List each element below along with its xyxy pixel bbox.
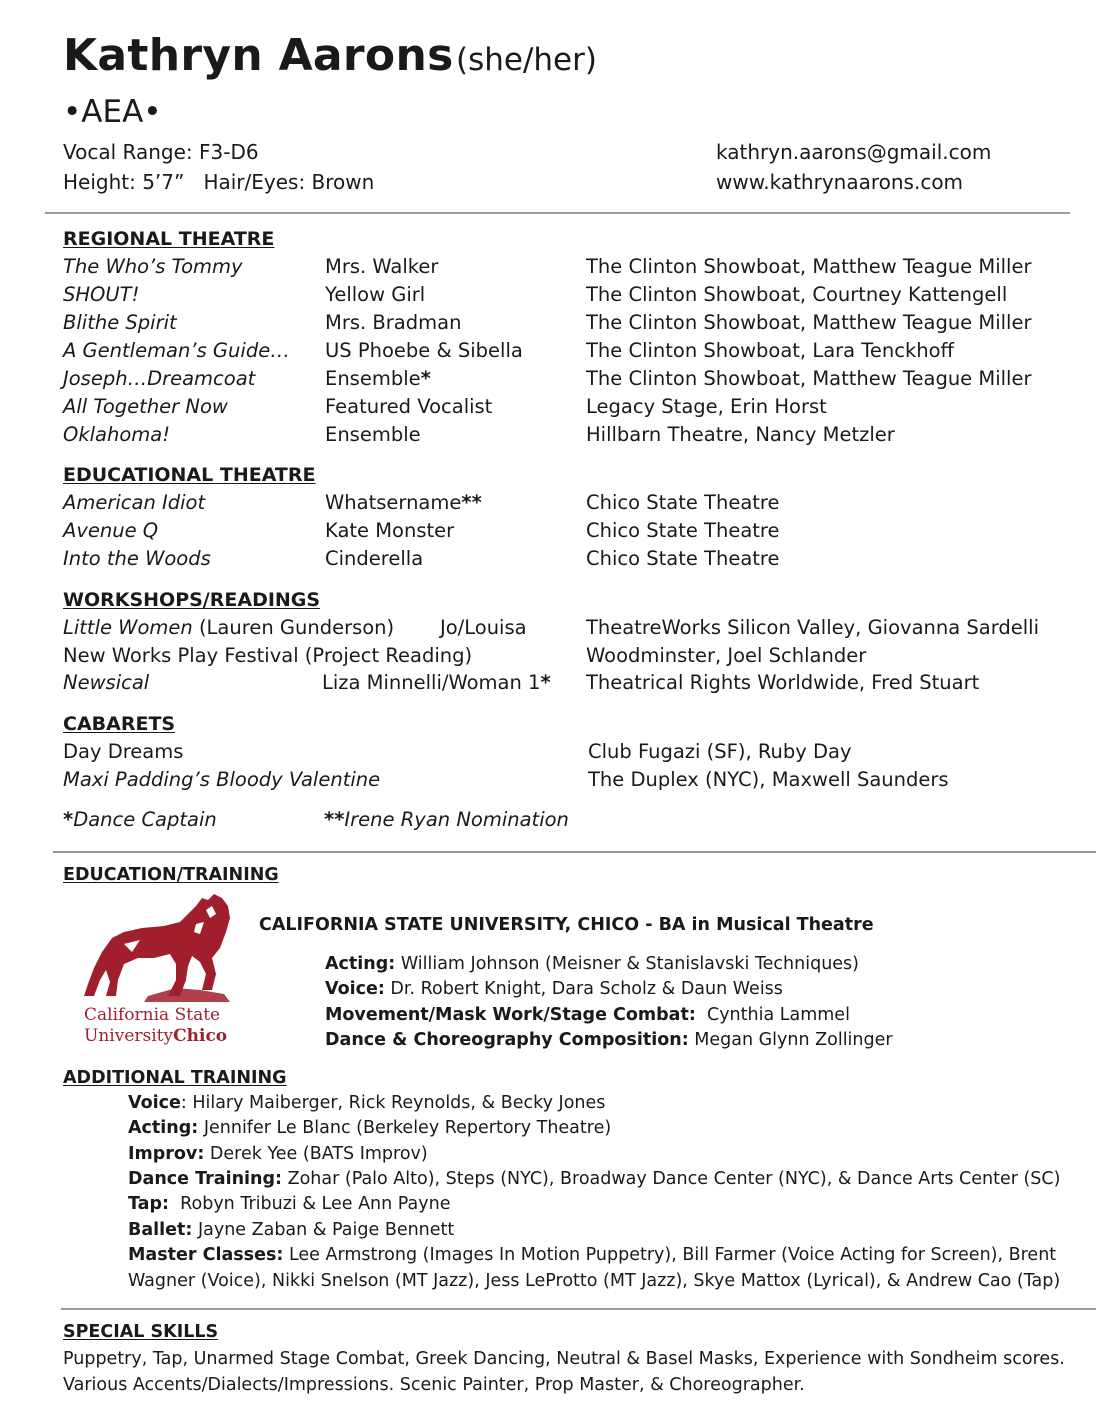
training-item: Master Classes: Lee Armstrong (Images In Motion Puppetry), Bill Farmer (Voice Acting for Screen), Brent <box>128 1244 1057 1265</box>
wildcat-logo-icon <box>84 892 232 1004</box>
regional-theatre-heading: REGIONAL THEATRE <box>63 228 275 250</box>
training-item: Acting: William Johnson (Meisner & Stanislavski Techniques) <box>325 954 859 974</box>
pronouns: (she/her) <box>456 42 597 78</box>
credit-row <box>0 337 1102 365</box>
vocal-range: Vocal Range: F3-D6 <box>63 140 259 164</box>
cabaret-show: Day Dreams <box>63 740 184 763</box>
workshop-venue: Theatrical Rights Worldwide, Fred Stuart <box>586 671 980 694</box>
credit-role: Featured Vocalist <box>325 395 493 418</box>
footnote-irene-ryan: **Irene Ryan Nomination <box>324 808 569 831</box>
email-link[interactable]: kathryn.aarons@gmail.com <box>716 140 992 164</box>
workshop-role: Jo/Louisa <box>440 616 527 639</box>
additional-training-heading: ADDITIONAL TRAINING <box>63 1068 287 1088</box>
credit-row <box>0 421 1102 449</box>
educational-theatre-heading: EDUCATIONAL THEATRE <box>63 464 316 486</box>
workshop-row <box>0 642 1102 670</box>
credit-show: Avenue Q <box>63 519 159 542</box>
height-hair-eyes: Height: 5’7” Hair/Eyes: Brown <box>63 170 375 194</box>
footnote-dance-captain: *Dance Captain <box>63 808 217 831</box>
credit-row <box>0 253 1102 281</box>
credit-role: Cinderella <box>325 547 424 570</box>
credit-show: Joseph…Dreamcoat <box>63 367 256 390</box>
header-divider <box>45 212 1070 214</box>
training-item: Dance & Choreography Composition: Megan Glynn Zollinger <box>325 1029 893 1050</box>
credit-show: Blithe Spirit <box>63 311 177 334</box>
school-degree: CALIFORNIA STATE UNIVERSITY, CHICO - BA in Musical Theatre <box>259 915 874 935</box>
credit-row <box>0 517 1102 545</box>
section-divider <box>53 851 1096 853</box>
credit-venue: Hillbarn Theatre, Nancy Metzler <box>586 423 895 446</box>
training-item: Movement/Mask Work/Stage Combat: Cynthia Lammel <box>325 1004 850 1025</box>
logo-wordmark-line1: California State <box>84 1005 221 1025</box>
training-item: Tap: Robyn Tribuzi & Lee Ann Payne <box>128 1194 451 1215</box>
credit-venue: Chico State Theatre <box>586 519 780 542</box>
workshop-row <box>0 614 1102 642</box>
credit-row <box>0 281 1102 309</box>
credit-show: All Together Now <box>63 395 228 418</box>
cabaret-venue: Club Fugazi (SF), Ruby Day <box>588 740 852 763</box>
credit-show: Into the Woods <box>63 547 211 570</box>
cabaret-show: Maxi Padding’s Bloody Valentine <box>63 768 381 791</box>
skills-line: Puppetry, Tap, Unarmed Stage Combat, Greek Dancing, Neutral & Basel Masks, Experience with Sondheim scores. <box>63 1349 1065 1369</box>
credit-show: The Who’s Tommy <box>63 255 243 278</box>
workshop-show: Little Women (Lauren Gunderson) <box>63 616 395 639</box>
credit-show: A Gentleman’s Guide… <box>63 339 290 362</box>
training-item: Acting: Jennifer Le Blanc (Berkeley Repertory Theatre) <box>128 1118 612 1139</box>
credit-venue: Chico State Theatre <box>586 491 780 514</box>
cabaret-row <box>0 766 1102 794</box>
credit-venue: The Clinton Showboat, Lara Tenckhoff <box>586 339 954 362</box>
credit-show: SHOUT! <box>63 283 140 306</box>
workshop-show: Newsical <box>63 671 150 694</box>
credit-role: Mrs. Walker <box>325 255 439 278</box>
credit-venue: The Clinton Showboat, Courtney Kattengell <box>586 283 1008 306</box>
website-link[interactable]: www.kathrynaarons.com <box>716 170 964 194</box>
credit-role: Ensemble <box>325 423 421 446</box>
union-affiliation: •AEA• <box>63 94 162 130</box>
credit-venue: The Clinton Showboat, Matthew Teague Miller <box>586 367 1032 390</box>
training-item: Dance Training: Zohar (Palo Alto), Steps (NYC), Broadway Dance Center (NYC), & Dance Arts Center (SC) <box>128 1168 1061 1189</box>
credit-role: Yellow Girl <box>325 283 426 306</box>
workshop-row <box>0 669 1102 697</box>
workshop-role: Liza Minnelli/Woman 1* <box>322 671 551 694</box>
special-skills-heading: SPECIAL SKILLS <box>63 1322 219 1342</box>
skills-line: Various Accents/Dialects/Impressions. Scenic Painter, Prop Master, & Choreographer. <box>63 1375 805 1395</box>
credit-venue: Legacy Stage, Erin Horst <box>586 395 827 418</box>
workshop-venue: Woodminster, Joel Schlander <box>586 644 867 667</box>
credit-row <box>0 393 1102 421</box>
training-item: Improv: Derek Yee (BATS Improv) <box>128 1143 428 1164</box>
cabaret-row <box>0 738 1102 766</box>
training-item: Voice: Dr. Robert Knight, Dara Scholz & Daun Weiss <box>325 979 783 1000</box>
credit-row <box>0 309 1102 337</box>
education-heading: EDUCATION/TRAINING <box>63 865 279 885</box>
credit-role: US Phoebe & Sibella <box>325 339 523 362</box>
logo-wordmark-line2: UniversityChico <box>84 1026 228 1046</box>
credit-row <box>0 365 1102 393</box>
credit-show: Oklahoma! <box>63 423 171 446</box>
credit-row <box>0 545 1102 573</box>
credit-role: Kate Monster <box>325 519 455 542</box>
credit-role: Mrs. Bradman <box>325 311 462 334</box>
cabaret-venue: The Duplex (NYC), Maxwell Saunders <box>588 768 949 791</box>
training-item: Ballet: Jayne Zaban & Paige Bennett <box>128 1219 455 1240</box>
master-classes-continuation: Wagner (Voice), Nikki Snelson (MT Jazz), Jess LeProtto (MT Jazz), Skye Mattox (Lyrical), & Andrew Cao (Tap) <box>128 1271 1061 1291</box>
credit-role: Ensemble* <box>325 367 431 390</box>
credit-show: American Idiot <box>63 491 206 514</box>
section-divider <box>61 1308 1096 1310</box>
credit-venue: The Clinton Showboat, Matthew Teague Miller <box>586 311 1032 334</box>
credit-venue: The Clinton Showboat, Matthew Teague Miller <box>586 255 1032 278</box>
workshops-heading: WORKSHOPS/READINGS <box>63 589 321 611</box>
workshop-show: New Works Play Festival (Project Reading) <box>63 644 473 667</box>
workshop-venue: TheatreWorks Silicon Valley, Giovanna Sardelli <box>586 616 1040 639</box>
credit-row <box>0 489 1102 517</box>
credit-venue: Chico State Theatre <box>586 547 780 570</box>
special-skills-text <box>63 1346 1065 1398</box>
credit-role: Whatsername** <box>325 491 482 514</box>
training-item: Voice: Hilary Maiberger, Rick Reynolds, & Becky Jones <box>128 1093 606 1113</box>
cabarets-heading: CABARETS <box>63 713 176 735</box>
actor-name: Kathryn Aarons <box>63 30 454 81</box>
